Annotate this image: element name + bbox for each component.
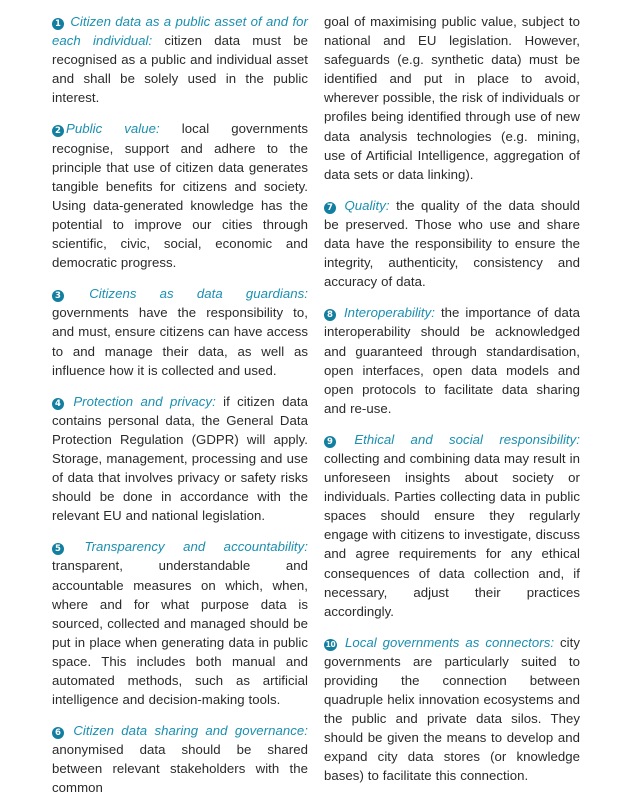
- right-column: [324, 12, 580, 798]
- principle-6: [52, 721, 308, 797]
- principle-6-body-continued: goal of maximising public value, subject to national and EU legislation. However, safeguards (e.g. synthetic data) must be identified and put in place to avoid, wherever possible, the risk of individuals or profiles being identified through use of new data analysis technologies (e.g. mining, use of Artificial Intelligence, aggregation of data sets or data linking).: [324, 14, 580, 182]
- principle-9-body: collecting and combining data may result in unforeseen insights about society or individuals. Parties collecting data in public spaces should ensure they regularly engage with citizens to investigate, discuss and agree requirements for any ethical consequences of data collection and, if necessary, adjust their practices accordingly.: [324, 450, 580, 619]
- principle-7-body: the quality of the data should be preserved. Those who use and share data have the responsibility to ensure the integrity, authenticity, consistency and accuracy of data.: [324, 197, 580, 290]
- principle-8: [324, 303, 580, 418]
- left-column: [52, 12, 308, 798]
- number-7-badge-icon: 7: [324, 202, 336, 214]
- number-9-badge-icon: 9: [324, 436, 336, 448]
- principle-10-title: Local governments as connectors:: [344, 634, 555, 650]
- principle-5-body: transparent, understandable and accountable measures on which, when, where and for what purpose data is sourced, collected and managed should be put in place when generating data in public space. This includes both manual and automated methods, such as artificial intelligence and decision-making tools.: [52, 558, 308, 708]
- number-2-badge-icon: 2: [52, 125, 64, 137]
- principle-1: [52, 12, 308, 107]
- number-4-badge-icon: 4: [52, 398, 64, 410]
- principle-7-title: Quality:: [344, 197, 390, 213]
- principle-1-title: Citizen data as a public asset of and for each individual:: [52, 14, 308, 49]
- principle-10-body: city governments are particularly suited to providing the connection between quadruple helix innovation ecosystems and the public and private data silos. They should be given the means to develop and expand city data stores (or knowledge bases) to facilitate this connection.: [324, 634, 580, 784]
- principle-1-body: citizen data must be recognised as a public and individual asset and shall be solely used in the public interest.: [52, 33, 308, 106]
- number-1-badge-icon: 1: [52, 18, 64, 30]
- principle-5: [52, 537, 308, 709]
- principle-8-body: the importance of data interoperability should be acknowledged and guaranteed through standardisation, open interfaces, open data models and open protocols to facilitate data sharing and re-use.: [324, 305, 580, 416]
- principle-3-title: Citizens as data guardians:: [89, 286, 308, 302]
- principle-4-title: Protection and privacy:: [73, 393, 216, 409]
- principle-2-title: Public value:: [66, 121, 160, 137]
- principle-6-body: anonymised data should be shared between relevant stakeholders with the common: [52, 742, 308, 796]
- principle-9: [324, 430, 580, 621]
- principle-6-title: Citizen data sharing and governance:: [73, 723, 308, 739]
- principle-4-body: if citizen data contains personal data, the General Data Protection Regulation (GDPR) will apply. Storage, management, processing and use of data that involves privacy or safety risks should be done in accordance with the relevant EU and national legislation.: [52, 393, 308, 524]
- number-8-badge-icon: 8: [324, 309, 336, 321]
- principle-2-body: local governments recognise, support and adhere to the principle that use of citizen data generates tangible benefits for citizens and society. Using data-generated knowledge has the potential to improve our cities through scientific, civic, social, economic and democratic progress.: [52, 121, 309, 271]
- principle-2: [52, 119, 308, 272]
- principle-6-continued: [324, 12, 580, 184]
- principle-7: [324, 196, 580, 291]
- principle-9-title: Ethical and social responsibility:: [354, 431, 580, 447]
- number-3-badge-icon: 3: [52, 290, 64, 302]
- number-6-badge-icon: 6: [52, 727, 64, 739]
- principle-8-title: Interoperability:: [343, 305, 435, 321]
- number-10-badge-icon: 10: [325, 639, 336, 649]
- principle-3: [52, 284, 308, 379]
- principle-10: [324, 633, 580, 786]
- principle-5-title: Transparency and accountability:: [84, 539, 309, 555]
- principle-4: [52, 392, 308, 526]
- number-5-badge-icon: 5: [52, 543, 64, 555]
- principle-3-body: governments have the responsibility to, and must, ensure citizens can have access to and manage their data, as well as influence how it is collected and used.: [52, 305, 308, 378]
